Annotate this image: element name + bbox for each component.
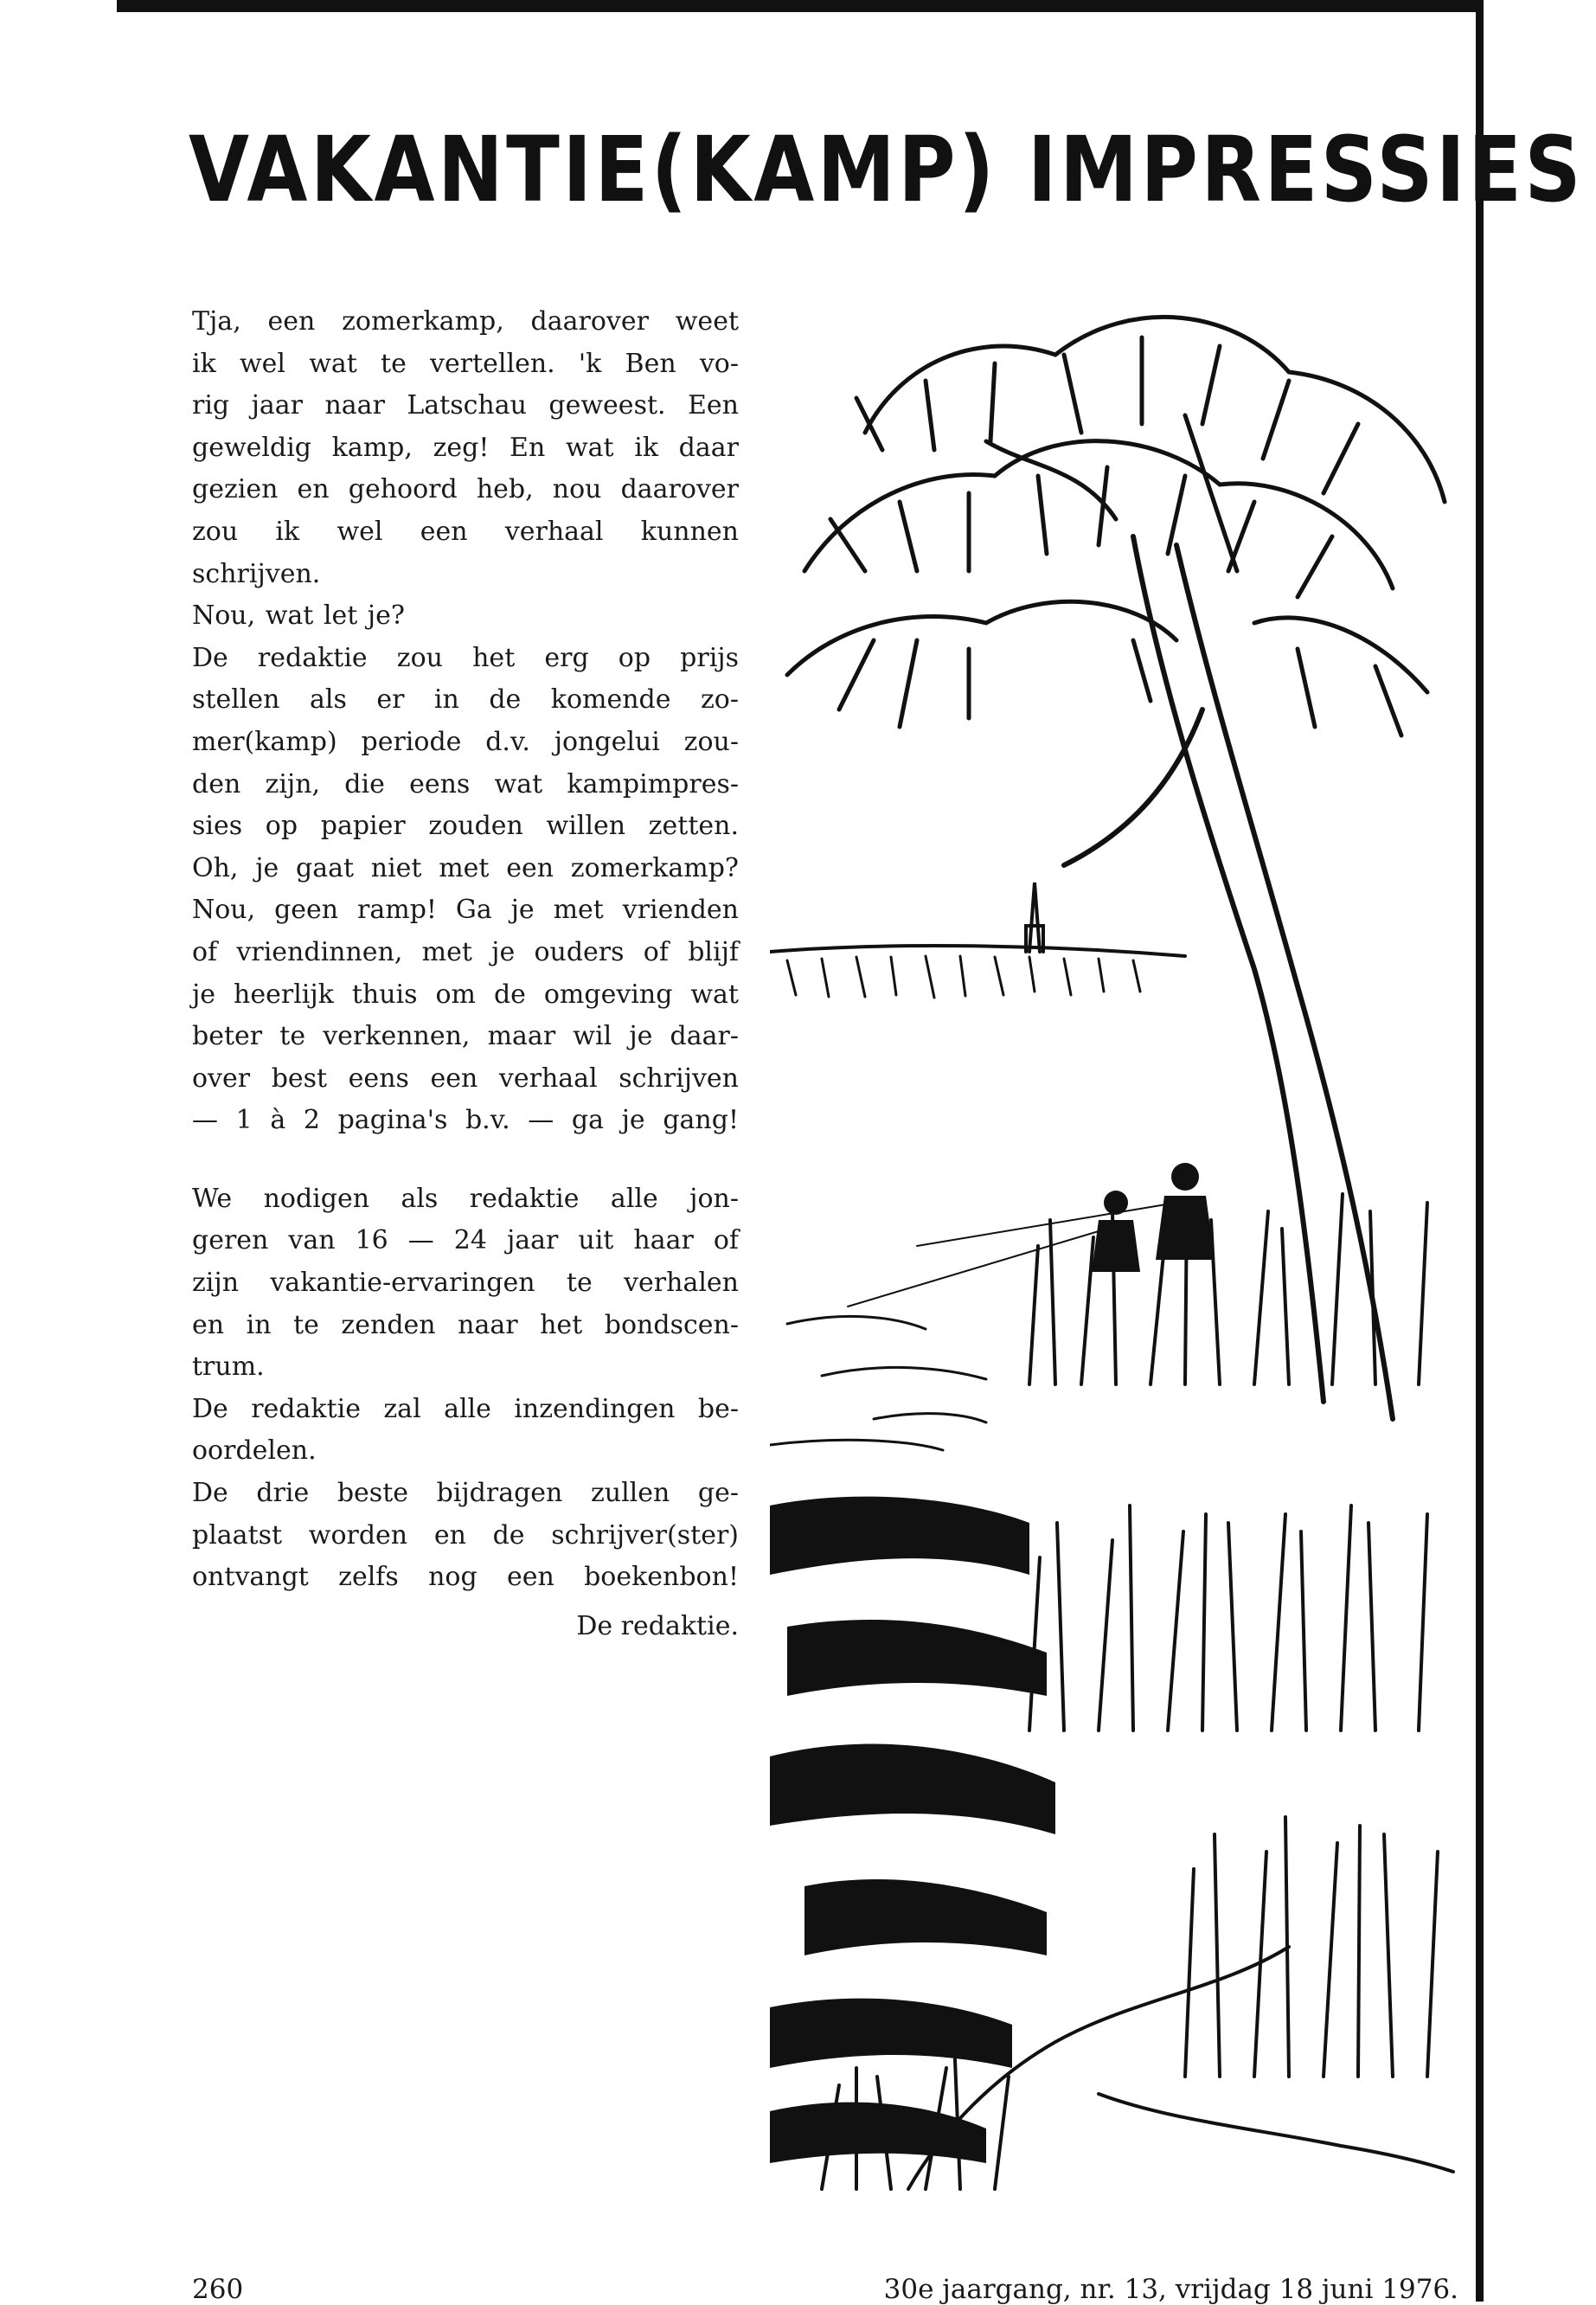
dark-water <box>770 1497 1055 2163</box>
text-line: Nou, wat let je? <box>192 600 405 632</box>
illustration-tree-lakeshore <box>770 260 1462 2198</box>
page-edge-rule <box>1476 0 1484 2302</box>
text-line: beter te verkennen, maar wil je daar- <box>192 1021 739 1052</box>
text-line: ik wel wat te vertellen. 'k Ben vo- <box>192 348 739 379</box>
text-line: Tja, een zomerkamp, daarover weet <box>192 306 739 337</box>
text-line: gezien en gehoord heb, nou daarover <box>192 474 739 505</box>
text-line: — 1 à 2 pagina's b.v. — ga je gang! <box>192 1105 739 1136</box>
anglers <box>1092 1163 1215 1272</box>
signature: De redaktie. <box>576 1611 739 1641</box>
text-line: Oh, je gaat niet met een zomerkamp? <box>192 852 739 883</box>
text-line: We nodigen als redaktie alle jon- <box>192 1183 739 1214</box>
text-line: zou ik wel een verhaal kunnen <box>192 516 739 547</box>
text-line: over best eens een verhaal schrijven <box>192 1063 739 1094</box>
text-line: Nou, geen ramp! Ga je met vrienden <box>192 895 739 926</box>
text-line: of vriendinnen, met je ouders of blijf <box>192 936 739 967</box>
page-title: VAKANTIE(KAMP) IMPRESSIES <box>189 117 1585 222</box>
text-line: De redaktie zal alle inzendingen be- <box>192 1393 739 1424</box>
tree-canopy <box>787 317 1445 735</box>
text-line: rig jaar naar Latschau geweest. Een <box>192 390 739 421</box>
text-line: sies op papier zouden willen zetten. <box>192 811 739 842</box>
text-line: den zijn, die eens wat kampimpres- <box>192 768 739 799</box>
text-line: schrijven. <box>192 558 321 589</box>
far-shore <box>770 946 1185 956</box>
top-rule <box>117 0 1484 12</box>
foreground-bank <box>1099 2094 1453 2172</box>
water-ripples <box>770 1316 986 1450</box>
church-spire <box>1026 883 1043 952</box>
article-body <box>192 301 739 1599</box>
text-line: en in te zenden naar het bondscen- <box>192 1309 739 1340</box>
text-line: mer(kamp) periode d.v. jongelui zou- <box>192 726 739 757</box>
text-line: De drie beste bijdragen zullen ge- <box>192 1478 739 1509</box>
issue-info: 30e jaargang, nr. 13, vrijdag 18 juni 1976. <box>883 2274 1458 2305</box>
text-line: zijn vakantie-ervaringen te verhalen <box>192 1268 739 1299</box>
text-line: ontvangt zelfs nog een boekenbon! <box>192 1562 739 1593</box>
paragraph-gap <box>192 1142 739 1178</box>
text-line: geren van 16 — 24 jaar uit haar of <box>192 1225 739 1256</box>
text-line: geweldig kamp, zeg! En wat ik daar <box>192 432 739 463</box>
text-line: trum. <box>192 1352 265 1383</box>
page-number: 260 <box>192 2274 244 2305</box>
text-line: plaatst worden en de schrijver(ster) <box>192 1519 739 1551</box>
text-line: stellen als er in de komende zo- <box>192 684 739 716</box>
text-line: De redaktie zou het erg op prijs <box>192 642 739 673</box>
text-line: je heerlijk thuis om de omgeving wat <box>192 979 739 1010</box>
text-line: oordelen. <box>192 1435 317 1467</box>
